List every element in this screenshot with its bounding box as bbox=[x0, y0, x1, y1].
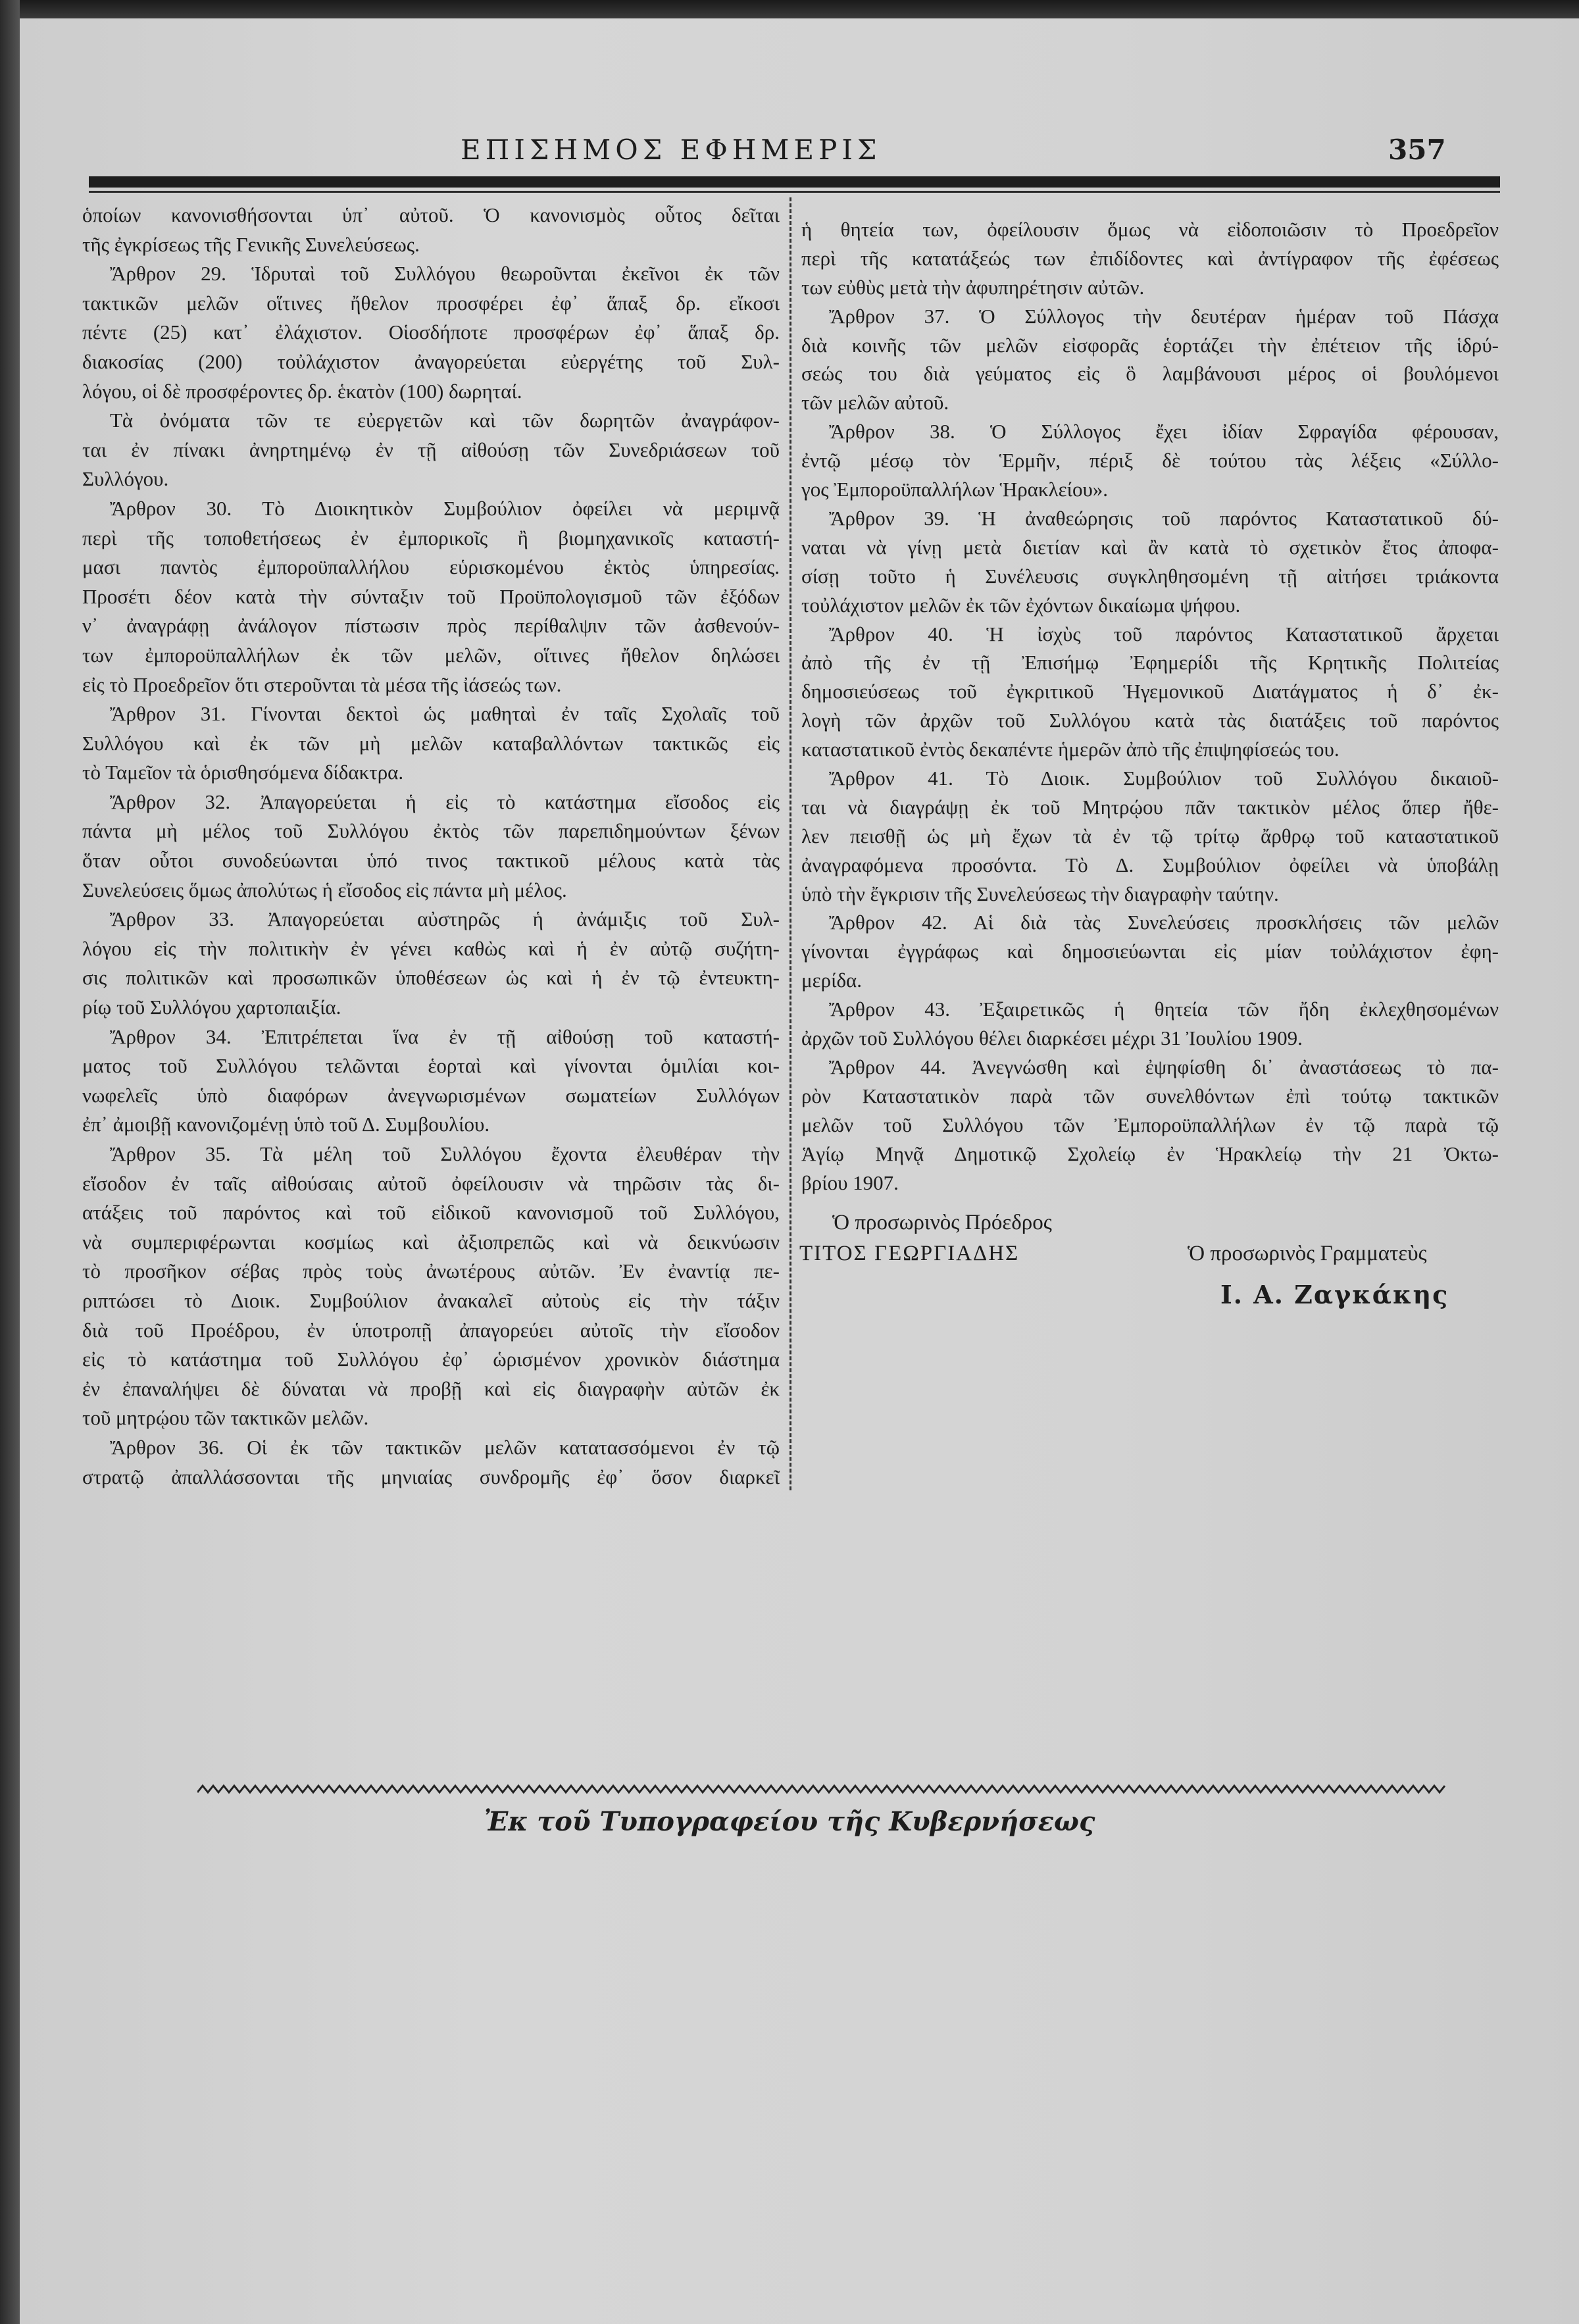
secretary-name: Ι. Α. Ζαγκάκης bbox=[1220, 1280, 1449, 1309]
text-line: Ἄρθρον 38. Ὁ Σύλλογος ἔχει ἰδίαν Σφραγίδα φέρουσαν, bbox=[829, 420, 1499, 443]
text-line: εἰς τὸ κατάστημα τοῦ Συλλόγου ἐφ᾽ ὡρισμένον χρονικὸν διάστημα bbox=[82, 1348, 780, 1371]
text-line: τοὐλάχιστον μελῶν ἐκ τῶν ἐχόντων δικαίωμα ψήφου. bbox=[801, 593, 1241, 617]
president-label: Ὁ προσωρινὸς Πρόεδρος bbox=[832, 1211, 1052, 1234]
text-line: ὅταν οὗτοι συνοδεύωνται ὑπό τινος τακτικοῦ μέλους κατὰ τὰς bbox=[82, 849, 780, 872]
article-paragraph bbox=[82, 1433, 780, 1492]
text-line: ματος τοῦ Συλλόγου τελῶνται ἑορταὶ καὶ γίνονται ὁμιλίαι κοι- bbox=[82, 1054, 780, 1078]
newspaper-title: ΕΠΙΣΗΜΟΣ ΕΦΗΜΕΡΙΣ bbox=[461, 134, 882, 166]
text-line: τοῦ μητρῴου τῶν τακτικῶν μελῶν. bbox=[82, 1406, 369, 1430]
text-line: Ἄρθρον 40. Ἡ ἰσχὺς τοῦ παρόντος Καταστατικοῦ ἄρχεται bbox=[829, 622, 1499, 645]
article-paragraph bbox=[82, 1023, 780, 1140]
text-line: των ἐμποροϋπαλλήλων ἐκ τῶν μελῶν, οἵτινες ἤθελον δηλώσει bbox=[82, 643, 780, 667]
text-line: λογὴ τῶν ἀρχῶν τοῦ Συλλόγου κατὰ τὰς διατάξεις τοῦ παρόντος bbox=[801, 709, 1499, 732]
text-line: ὑπὸ τὴν ἔγκρισιν τῆς Συνελεύσεως τὴν διαγραφὴν ταύτην. bbox=[801, 882, 1279, 905]
text-line: ἀπὸ τῆς ἐν τῇ Ἐπισήμῳ Ἐφημερίδι τῆς Κρητικῆς Πολιτείας bbox=[801, 651, 1499, 674]
text-line: περὶ τῆς τοποθετήσεως ἐν ἐμπορικοῖς ἢ βιομηχανικοῖς καταστή- bbox=[82, 526, 780, 549]
article-paragraph bbox=[82, 905, 780, 1022]
text-line: Ἄρθρον 36. Οἱ ἐκ τῶν τακτικῶν μελῶν κατατασσόμενοι ἐν τῷ bbox=[110, 1435, 780, 1459]
article-paragraph bbox=[801, 908, 1499, 995]
text-line: Προσέτι δέον κατὰ τὴν σύνταξιν τοῦ Προϋπολογισμοῦ τῶν ἐξόδων bbox=[82, 584, 780, 608]
text-line: μασι παντὸς ἐμποροϋπαλλήλου εὑρισκομένου ἐκτὸς ὑπηρεσίας. bbox=[82, 555, 780, 579]
text-line: Ἄρθρον 44. Ἀνεγνώσθη καὶ ἐψηφίσθη δι᾽ ἀναστάσεως τὸ πα- bbox=[829, 1055, 1499, 1078]
text-line: Ἄρθρον 30. Τὸ Διοικητικὸν Συμβούλιον ὀφείλει νὰ μεριμνᾷ bbox=[110, 496, 780, 520]
article-paragraph bbox=[801, 215, 1499, 302]
text-line: καταστατικοῦ ἐντὸς δεκαπέντε ἡμερῶν ἀπὸ τῆς ἐπιψηφίσεώς του. bbox=[801, 738, 1340, 761]
article-paragraph bbox=[82, 201, 780, 259]
wavy-line bbox=[197, 1786, 1445, 1792]
header-rule-thick bbox=[89, 176, 1500, 188]
column-divider bbox=[790, 197, 791, 1490]
page-number: 357 bbox=[1388, 134, 1446, 166]
text-line: ἐντῷ μέσῳ τὸν Ἑρμῆν, πέριξ δὲ τούτου τὰς λέξεις «Σύλλο- bbox=[801, 449, 1499, 472]
header-rule-thin bbox=[89, 191, 1500, 193]
text-line: Ἄρθρον 35. Τὰ μέλη τοῦ Συλλόγου ἔχοντα ἐλευθέραν τὴν bbox=[110, 1142, 780, 1165]
text-line: ἡ θητεία των, ὀφείλουσιν ὅμως νὰ εἰδοποιῶσιν τὸ Προεδρεῖον bbox=[801, 218, 1499, 241]
right-column bbox=[801, 215, 1499, 1197]
text-line: τὸ προσῆκον σέβας πρὸς τοὺς ἀνωτέρους αὐτῶν. Ἐν ἐναντίᾳ πε- bbox=[82, 1259, 780, 1283]
article-paragraph bbox=[801, 1053, 1499, 1197]
text-line: Ἄρθρον 31. Γίνονται δεκτοὶ ὡς μαθηταὶ ἐν ταῖς Σχολαῖς τοῦ bbox=[110, 702, 780, 726]
text-line: περὶ τῆς κατατάξεώς των ἐπιδίδοντες καὶ ἀντίγραφον τῆς ἐφέσεως bbox=[801, 246, 1499, 270]
text-line: των εὐθὺς μετὰ τὴν ἀφυπηρέτησιν αὐτῶν. bbox=[801, 275, 1145, 299]
text-line: λόγου, οἱ δὲ προσφέροντες δρ. ἑκατὸν (100) δωρηταί. bbox=[82, 379, 522, 403]
text-line: νωφελεῖς ὑπὸ διαφόρων ἀνεγνωρισμένων σωματείων Συλλόγων bbox=[82, 1083, 780, 1107]
text-line: ἐπ᾽ ἀμοιβῇ κανονιζομένῃ ὑπὸ τοῦ Δ. Συμβουλίου. bbox=[82, 1113, 490, 1136]
article-paragraph bbox=[801, 764, 1499, 908]
text-line: Ἄρθρον 29. Ἱδρυταὶ τοῦ Συλλόγου θεωροῦνται ἐκεῖνοι ἐκ τῶν bbox=[110, 262, 780, 286]
text-line: Ἄρθρον 42. Αἱ διὰ τὰς Συνελεύσεις προσκλήσεις τῶν μελῶν bbox=[829, 911, 1499, 934]
text-line: Ἄρθρον 32. Ἀπαγορεύεται ἡ εἰς τὸ κατάστημα εἴσοδος εἰς bbox=[110, 790, 780, 813]
text-line: ἀναγραφόμενα προσόντα. Τὸ Δ. Συμβούλιον ὀφείλει νὰ ὑποβάλῃ bbox=[801, 853, 1499, 876]
text-line: νὰ συμπεριφέρωνται κοσμίως καὶ ἀξιοπρεπῶς καὶ νὰ δεικνύωσιν bbox=[82, 1230, 780, 1253]
text-line: τὸ Ταμεῖον τὰ ὁρισθησόμενα δίδακτρα. bbox=[82, 761, 404, 784]
text-line: Ἄρθρον 43. Ἐξαιρετικῶς ἡ θητεία τῶν ἤδη ἐκλεχθησομένων bbox=[829, 998, 1499, 1021]
text-line: τῶν μελῶν αὐτοῦ. bbox=[801, 391, 949, 415]
text-line: τακτικῶν μελῶν οἵτινες ἤθελον προσφέρει ἐφ᾽ ἅπαξ δρ. εἴκοσι bbox=[82, 291, 780, 315]
article-paragraph bbox=[801, 302, 1499, 418]
scan-border-top bbox=[0, 0, 1579, 18]
text-line: εἰς τὸ Προεδρεῖον ὅτι στεροῦνται τὰ μέσα τῆς ἰάσεώς των. bbox=[82, 672, 562, 696]
text-line: γίνονται ἐγγράφως καὶ δημοσιεύωνται εἰς μίαν τοὐλάχιστον ἐφη- bbox=[801, 940, 1499, 963]
text-line: ρὸν Καταστατικὸν παρὰ τῶν συνελθόντων ἐπὶ τούτῳ τακτικῶν bbox=[801, 1084, 1499, 1107]
text-line: Ἄρθρον 34. Ἐπιτρέπεται ἵνα ἐν τῇ αἰθούσῃ τοῦ καταστή- bbox=[110, 1024, 780, 1048]
text-line: πάντα μὴ μέλος τοῦ Συλλόγου ἐκτὸς τῶν παρεπιδημούντων ξένων bbox=[82, 819, 780, 843]
text-line: σις πολιτικῶν καὶ προσωπικῶν ὑποθέσεων ὡς καὶ ἡ ἐν τῷ ἐντευκτη- bbox=[82, 966, 780, 990]
text-line: Συνελεύσεις ὅμως ἀπολύτως ἡ εἴσοδος εἰς πάντα μὴ μέλος. bbox=[82, 878, 567, 901]
text-line: ριπτώσει τὸ Διοικ. Συμβούλιον ἀνακαλεῖ αὐτοὺς εἰς τὴν τάξιν bbox=[82, 1288, 780, 1312]
text-line: Συλλόγου καὶ ἐκ τῶν μὴ μελῶν καταβαλλόντων τακτικῶς εἰς bbox=[82, 731, 780, 755]
text-line: Ἄρθρον 41. Τὸ Διοικ. Συμβούλιον τοῦ Συλλόγου δικαιοῦ- bbox=[829, 767, 1499, 790]
secretary-label: Ὁ προσωρινὸς Γραμματεὺς bbox=[1188, 1242, 1427, 1265]
text-line: ἀρχῶν τοῦ Συλλόγου θέλει διαρκέσει μέχρι 31 Ἰουλίου 1909. bbox=[801, 1026, 1303, 1050]
text-line: ὁποίων κανονισθήσονται ὑπ᾽ αὐτοῦ. Ὁ κανονισμὸς οὗτος δεῖται bbox=[82, 203, 780, 226]
text-line: εἴσοδον ἐν ταῖς αἰθούσαις αὐτοῦ ὀφείλουσιν νὰ τηρῶσιν τὰς δι- bbox=[82, 1171, 780, 1195]
article-paragraph bbox=[82, 699, 780, 788]
text-line: διὰ κοινῆς τῶν μελῶν εἰσφορᾶς ἑορτάζει τὴν ἐπέτειον τῆς ἱδρύ- bbox=[801, 333, 1499, 357]
article-paragraph bbox=[801, 504, 1499, 620]
text-line: μερίδα. bbox=[801, 969, 863, 992]
text-line: λόγου εἰς τὴν πολιτικὴν ἐν γένει καθὼς καὶ ἡ ἐν αὐτῷ συζήτη- bbox=[82, 936, 780, 960]
text-line: ται νὰ διαγράψῃ ἐκ τοῦ Μητρῴου πᾶν τακτικὸν μέλος ὅπερ ἤθε- bbox=[801, 795, 1499, 819]
text-line: ναται νὰ γίνῃ μετὰ διετίαν καὶ ἂν κατὰ τὸ σχετικὸν ἔτος ἀποφα- bbox=[801, 535, 1499, 559]
text-line: μελῶν τοῦ Συλλόγου τῶν Ἐμποροϋπαλλήλων ἐν τῷ παρὰ τῷ bbox=[801, 1113, 1499, 1136]
text-line: δημοσιεύσεως τοῦ ἐγκριτικοῦ Ἡγεμονικοῦ Διατάγματος ἡ δ᾽ ἐκ- bbox=[801, 680, 1499, 703]
text-line: ρίῳ τοῦ Συλλόγου χαρτοπαιξία. bbox=[82, 996, 341, 1019]
text-line: ατάξεις τοῦ παρόντος καὶ τοῦ εἰδικοῦ κανονισμοῦ τοῦ Συλλόγου, bbox=[82, 1201, 780, 1225]
article-paragraph bbox=[801, 417, 1499, 504]
article-paragraph bbox=[82, 1140, 780, 1433]
text-line: σίσῃ τοῦτο ἡ Συνέλευσις συγκληθησομένη τῇ αἰτήσει τριάκοντα bbox=[801, 564, 1499, 588]
article-paragraph bbox=[82, 788, 780, 905]
article-paragraph bbox=[801, 995, 1499, 1053]
text-line: Ἁγίῳ Μηνᾷ Δημοτικῷ Σχολείῳ ἐν Ἡρακλείῳ τὴν 21 Ὀκτω- bbox=[801, 1142, 1499, 1165]
text-line: ἐν ἐπαναλήψει δὲ δύναται νὰ προβῇ καὶ εἰς διαγραφὴν αὐτῶν ἐκ bbox=[82, 1377, 780, 1400]
left-column bbox=[82, 201, 780, 1492]
text-line: Συλλόγου. bbox=[82, 467, 169, 491]
text-line: διὰ τοῦ Προέδρου, ἐν ὑποτροπῇ ἀπαγορεύει αὐτοῖς τὴν εἴσοδον bbox=[82, 1318, 780, 1342]
scan-border-left bbox=[0, 0, 20, 2324]
text-line: Ἄρθρον 33. Ἀπαγορεύεται αὐστηρῶς ἡ ἀνάμιξις τοῦ Συλ- bbox=[110, 907, 780, 931]
text-line: ν᾽ ἀναγράφῃ ἀνάλογον πίστωσιν πρὸς περίθαλψιν τῶν ἀσθενούν- bbox=[82, 614, 780, 638]
wavy-separator bbox=[197, 1783, 1447, 1796]
text-line: τῆς ἐγκρίσεως τῆς Γενικῆς Συνελεύσεως. bbox=[82, 232, 420, 256]
text-line: γος Ἐμποροϋπαλλήλων Ἡρακλείου». bbox=[801, 478, 1109, 501]
article-paragraph bbox=[82, 259, 780, 406]
text-line: στρατῷ ἀπαλλάσσονται τῆς μηνιαίας συνδρομῆς ἐφ᾽ ὅσον διαρκεῖ bbox=[82, 1465, 780, 1488]
text-line: διακοσίας (200) τοὐλάχιστον ἀναγορεύεται εὐεργέτης τοῦ Συλ- bbox=[82, 349, 780, 373]
text-line: ται ἐν πίνακι ἀνηρτημένῳ ἐν τῇ αἰθούσῃ τῶν Συνεδριάσεων τοῦ bbox=[82, 438, 780, 461]
president-name: ΤΙΤΟΣ ΓΕΩΡΓΙΑΔΗΣ bbox=[799, 1242, 1020, 1265]
article-paragraph bbox=[801, 620, 1499, 764]
text-line: πέντε (25) κατ᾽ ἐλάχιστον. Οἱοσδήποτε προσφέρων ἐφ᾽ ἅπαξ δρ. bbox=[82, 320, 780, 344]
text-line: λεν πεισθῇ ὡς μὴ ἔχων τὰ ἐν τῷ τρίτῳ ἄρθρῳ τοῦ καταστατικοῦ bbox=[801, 824, 1499, 847]
article-paragraph bbox=[82, 494, 780, 699]
text-line: βρίου 1907. bbox=[801, 1171, 899, 1194]
printer-imprint: Ἐκ τοῦ Τυπογραφείου τῆς Κυβερνήσεως bbox=[484, 1806, 1095, 1837]
page-header bbox=[0, 132, 1579, 168]
text-line: Τὰ ὀνόματα τῶν τε εὐεργετῶν καὶ τῶν δωρητῶν ἀναγράφον- bbox=[110, 409, 780, 432]
article-paragraph bbox=[82, 406, 780, 494]
text-line: Ἄρθρον 37. Ὁ Σύλλογος τὴν δευτέραν ἡμέραν τοῦ Πάσχα bbox=[829, 304, 1499, 328]
text-line: σεώς του διὰ γεύματος εἰς ὃ λαμβάνουσι μέρος οἱ βουλόμενοι bbox=[801, 362, 1499, 386]
text-line: Ἄρθρον 39. Ἡ ἀναθεώρησις τοῦ παρόντος Καταστατικοῦ δύ- bbox=[829, 506, 1499, 530]
